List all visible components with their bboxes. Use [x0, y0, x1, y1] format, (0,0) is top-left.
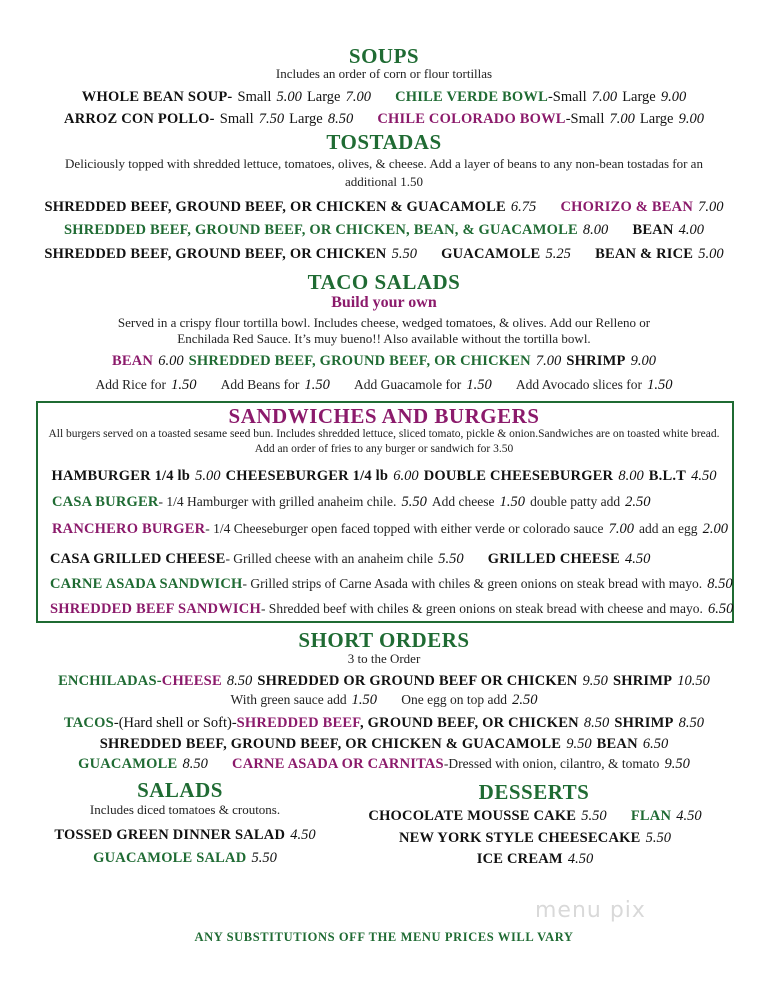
item-desc: - Shredded beef with chiles & green onions on steak bread with cheese and mayo. — [260, 601, 703, 616]
taco-salads-title: TACO SALADS — [307, 270, 461, 294]
price: 5.50 — [645, 830, 671, 846]
price: 8.50 — [226, 673, 253, 689]
tostadas-row-2 — [0, 219, 768, 239]
price: 6.75 — [510, 199, 537, 215]
carne-asada-row — [50, 573, 733, 593]
shrimp-enchiladas: SHRIMP — [613, 673, 673, 689]
tostadas-row-3 — [0, 243, 768, 263]
bean-tacos: BEAN — [596, 736, 638, 752]
taco-salads-note-2: Enchilada Red Sauce. It’s muy bueno!! Also available without the tortilla bowl. — [177, 331, 591, 346]
size-large: Large — [306, 89, 341, 105]
ny-cheesecake: NEW YORK STYLE CHEESECAKE — [399, 830, 641, 846]
grilled-cheese: GRILLED CHEESE — [487, 551, 620, 567]
tacos-guac-row — [0, 733, 768, 753]
ice-cream: ICE CREAM — [476, 851, 563, 867]
price: 8.50 — [707, 576, 733, 592]
desserts-title: DESSERTS — [478, 780, 590, 804]
price: 8.00 — [618, 468, 644, 484]
casa-burger-row — [52, 491, 732, 511]
item-desc: - 1/4 Hamburger with grilled anaheim chile. — [158, 494, 397, 509]
casa-burger: CASA BURGER — [52, 494, 159, 510]
guacamole-salad-row — [30, 847, 340, 867]
cheese-enchiladas: CHEESE — [161, 673, 222, 689]
cheeseburger: CHEESEBURGER 1/4 lb — [225, 468, 389, 484]
tostada-item: SHREDDED BEEF, GROUND BEEF, OR CHICKEN, BEAN, & GUACAMOLE — [63, 222, 578, 238]
dash: - — [156, 673, 162, 689]
meat-taco-salad: SHREDDED BEEF, GROUND BEEF, OR CHICKEN — [188, 353, 531, 369]
price: 2.50 — [625, 494, 651, 510]
enchiladas: ENCHILADAS — [58, 673, 157, 689]
sandwiches-note-1: All burgers served on a toasted sesame seed bun. Includes shredded lettuce, sliced tomato, pickle & onion.Sandwiches are on toasted white bread. — [48, 428, 720, 440]
sandwiches-note-2: Add an order of fries to any burger or sandwich for 3.50 — [254, 443, 514, 455]
burgers-row-1 — [0, 465, 768, 485]
price: 4.50 — [290, 827, 316, 843]
watermark: menu pix — [535, 898, 646, 923]
soups-title: SOUPS — [348, 44, 420, 68]
chile-colorado-bowl: CHILE COLORADO BOWL — [377, 111, 566, 127]
price: 2.50 — [512, 692, 538, 708]
price: 8.50 — [182, 756, 208, 772]
shrimp-tacos: SHRIMP — [614, 715, 674, 731]
price: 9.50 — [566, 736, 592, 752]
whole-bean-soup: WHOLE BEAN SOUP- — [81, 89, 233, 105]
price: 1.50 — [466, 377, 492, 393]
salads-title: SALADS — [137, 778, 223, 802]
desserts-row-1 — [330, 805, 740, 825]
price: 5.50 — [438, 551, 464, 567]
arroz-con-pollo: ARROZ CON POLLO- — [64, 111, 215, 127]
shredded-beef-tacos: SHREDDED BEEF — [236, 715, 361, 731]
size-small: Small — [237, 89, 272, 105]
price: 7.50 — [258, 111, 285, 127]
price: 7.00 — [609, 111, 635, 127]
meat-enchiladas: SHREDDED OR GROUND BEEF OR CHICKEN — [257, 673, 578, 689]
price: 7.00 — [698, 199, 724, 215]
price: 5.50 — [251, 850, 277, 866]
enchiladas-row — [0, 670, 768, 690]
item-desc: - Grilled cheese with an anaheim chile — [225, 551, 434, 566]
price: 6.50 — [708, 601, 734, 617]
price: 5.00 — [195, 468, 221, 484]
add-on-label: Add Guacamole for — [354, 377, 462, 392]
bean-rice-tostada: BEAN & RICE — [595, 246, 694, 262]
taco-salads-subtitle: Build your own — [331, 294, 437, 311]
guac-carne-row — [0, 753, 768, 773]
price: 1.50 — [171, 377, 197, 393]
add-on-label: add an egg — [639, 521, 698, 536]
tacos: TACOS — [63, 715, 114, 731]
grilled-cheese-row — [50, 548, 730, 568]
price: 10.50 — [677, 673, 710, 689]
price: 8.50 — [678, 715, 705, 731]
tossed-green-salad: TOSSED GREEN DINNER SALAD — [54, 827, 286, 843]
size-large: Large — [622, 89, 656, 105]
size-small: -Small — [547, 89, 587, 105]
hamburger: HAMBURGER 1/4 lb — [51, 468, 191, 484]
price: 9.00 — [630, 353, 656, 369]
price: 9.00 — [660, 89, 687, 105]
guacamole-tostada: GUACAMOLE — [441, 246, 541, 262]
chocolate-mousse-cake: CHOCOLATE MOUSSE CAKE — [368, 808, 577, 824]
meat-tacos: , GROUND BEEF, OR CHICKEN — [360, 715, 579, 731]
taco-salads-row-1 — [0, 350, 768, 370]
add-on-label: One egg on top add — [401, 692, 507, 707]
price: 4.50 — [676, 808, 702, 824]
add-on-label: Add cheese — [431, 494, 495, 509]
taco-salads-adds — [0, 374, 768, 394]
salads-note: Includes diced tomatoes & croutons. — [89, 802, 281, 817]
shredded-beef-row — [50, 598, 734, 618]
price: 5.25 — [545, 246, 571, 262]
price: 7.00 — [591, 89, 618, 105]
tostadas-note-2: additional 1.50 — [345, 174, 423, 189]
casa-grilled-cheese: CASA GRILLED CHEESE — [50, 551, 226, 567]
price: 7.00 — [535, 353, 562, 369]
shredded-beef-sandwich: SHREDDED BEEF SANDWICH — [50, 601, 261, 617]
price: 8.50 — [583, 715, 610, 731]
price: 5.00 — [276, 89, 302, 105]
add-on-label: Add Beans for — [220, 377, 300, 392]
blt: B.L.T — [648, 468, 687, 484]
price: 5.50 — [401, 494, 427, 510]
price: 5.50 — [581, 808, 607, 824]
bean-tostada: BEAN — [632, 222, 674, 238]
size-small: -Small — [565, 111, 605, 127]
tacos-with-guacamole: SHREDDED BEEF, GROUND BEEF, OR CHICKEN & GUACAMOLE — [99, 736, 562, 752]
price: 1.50 — [647, 377, 673, 393]
tostadas-note-1: Deliciously topped with shredded lettuce, tomatoes, olives, & cheese. Add a layer of beans to any non-bean tostadas for an — [65, 156, 703, 171]
price: 8.50 — [327, 111, 354, 127]
ranchero-burger-row — [52, 518, 732, 538]
taco-salads-note-1: Served in a crispy flour tortilla bowl. Includes cheese, wedged tomatoes, & olives. Add our Relleno or — [117, 315, 651, 330]
tostada-item: SHREDDED BEEF, GROUND BEEF, OR CHICKEN — [44, 246, 387, 262]
chorizo-bean: CHORIZO & BEAN — [560, 199, 693, 215]
carne-asada-carnitas: CARNE ASADA OR CARNITAS — [232, 756, 444, 772]
price: 9.50 — [582, 673, 608, 689]
short-orders-note: 3 to the Order — [347, 651, 421, 666]
price: 7.00 — [345, 89, 371, 105]
price: 9.00 — [678, 111, 704, 127]
tossed-salad-row — [30, 824, 340, 844]
price: 7.00 — [608, 521, 634, 537]
price: 5.50 — [391, 246, 417, 262]
add-on-label: Add Rice for — [95, 377, 166, 392]
price: 9.50 — [664, 756, 690, 772]
size-small: Small — [219, 111, 254, 127]
tacos-row — [0, 712, 768, 732]
price: 6.00 — [158, 353, 184, 369]
tostada-item: SHREDDED BEEF, GROUND BEEF, OR CHICKEN & GUACAMOLE — [44, 199, 506, 215]
guacamole-salad: GUACAMOLE SALAD — [93, 850, 247, 866]
add-on-label: With green sauce add — [230, 692, 347, 707]
tostadas-row-1 — [0, 196, 768, 216]
enchiladas-addons — [0, 689, 768, 709]
size-large: Large — [289, 111, 323, 127]
price: 1.50 — [304, 377, 330, 393]
item-desc: - 1/4 Cheeseburger open faced topped with either verde or colorado sauce — [205, 521, 604, 536]
price: 4.50 — [567, 851, 594, 867]
double-cheeseburger: DOUBLE CHEESEBURGER — [423, 468, 614, 484]
price: 4.50 — [625, 551, 651, 567]
bean-taco-salad: BEAN — [112, 353, 154, 369]
flan: FLAN — [630, 808, 672, 824]
price: 6.50 — [642, 736, 669, 752]
desserts-row-3 — [330, 848, 740, 868]
price: 6.00 — [393, 468, 419, 484]
price: 5.00 — [698, 246, 724, 262]
soups-row-1 — [0, 86, 768, 106]
price: 4.00 — [678, 222, 705, 238]
price: 1.50 — [351, 692, 378, 708]
shrimp-taco-salad: SHRIMP — [566, 353, 626, 369]
price: 2.00 — [702, 521, 728, 537]
sandwiches-title: SANDWICHES AND BURGERS — [228, 404, 540, 428]
add-on-label: double patty add — [530, 494, 621, 509]
short-orders-title: SHORT ORDERS — [298, 628, 470, 652]
ranchero-burger: RANCHERO BURGER — [52, 521, 206, 537]
taco-shell-note: -(Hard shell or Soft)- — [113, 715, 237, 731]
carne-asada-sandwich: CARNE ASADA SANDWICH — [50, 576, 243, 592]
price: 8.00 — [582, 222, 609, 238]
chile-verde-bowl: CHILE VERDE BOWL — [395, 89, 548, 105]
size-large: Large — [639, 111, 674, 127]
soups-note: Includes an order of corn or flour tortillas — [275, 66, 493, 81]
guacamole-tacos: GUACAMOLE — [78, 756, 178, 772]
price: 1.50 — [499, 494, 525, 510]
soups-row-2 — [0, 108, 768, 128]
footer-note: ANY SUBSTITUTIONS OFF THE MENU PRICES WILL VARY — [194, 930, 574, 944]
item-desc: - Grilled strips of Carne Asada with chiles & green onions on steak bread with mayo. — [242, 576, 703, 591]
price: 4.50 — [691, 468, 717, 484]
add-on-label: Add Avocado slices for — [515, 377, 643, 392]
desserts-row-2 — [330, 827, 740, 847]
item-desc: -Dressed with onion, cilantro, & tomato — [443, 756, 660, 771]
tostadas-title: TOSTADAS — [326, 130, 442, 154]
